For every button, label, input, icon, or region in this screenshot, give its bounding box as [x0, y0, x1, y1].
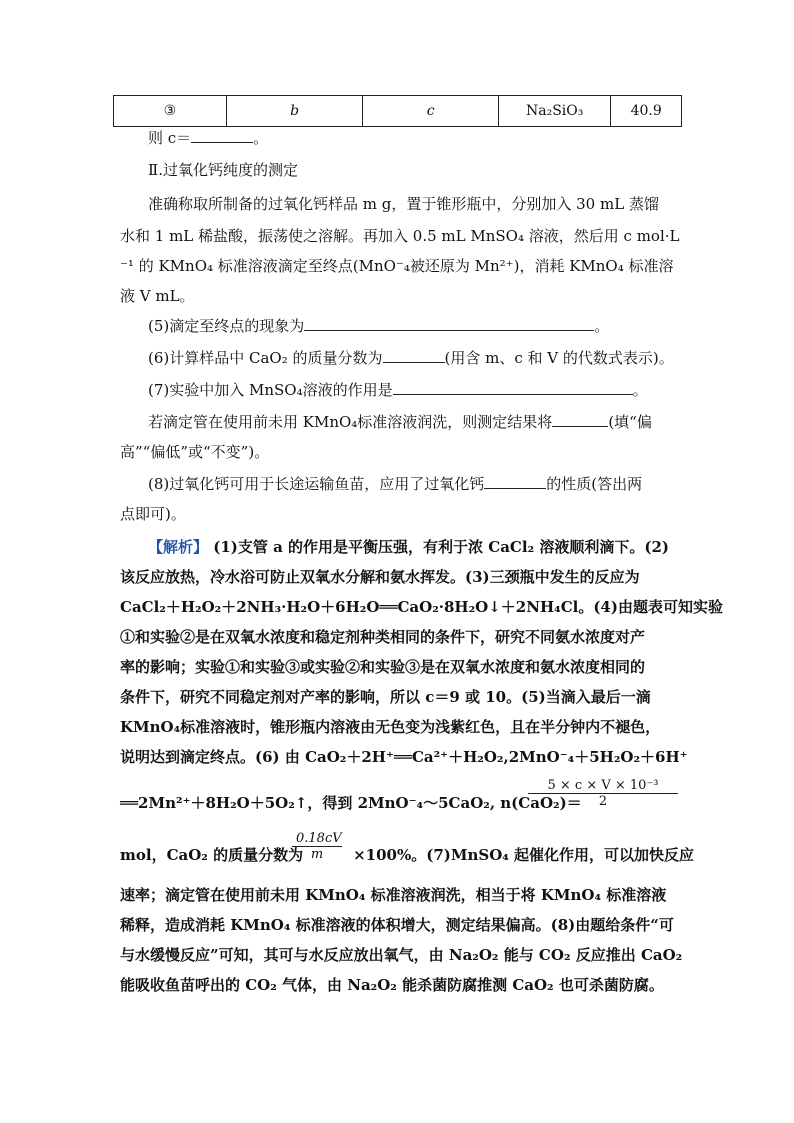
- section-heading: Ⅱ.过氧化钙纯度的测定: [148, 161, 298, 179]
- fraction-numerator: 0.18cV: [296, 831, 342, 846]
- fraction-numerator: 5 × c × V × 10⁻³: [547, 778, 659, 793]
- answer-blank[interactable]: [191, 128, 253, 143]
- table-cell: Na₂SiO₃: [499, 96, 611, 127]
- analysis-line: ══2Mn²⁺＋8H₂O＋5O₂↑，得到 2MnO⁻₄～5CaO₂, n(CaO₂)＝: [120, 794, 582, 812]
- table-cell: 40.9: [611, 96, 682, 127]
- experiment-table: [113, 95, 682, 127]
- line-text: mol，CaO₂ 的质量分数为: [120, 846, 304, 864]
- table-cell: b: [226, 96, 363, 127]
- analysis-line: 稀释，造成消耗 KMnO₄ 标准溶液的体积增大，测定结果偏高。(8)由题给条件“可: [120, 916, 674, 934]
- line-text: (填“偏: [608, 413, 652, 431]
- analysis-line: 率的影响；实验①和实验③或实验②和实验③是在双氧水浓度和氨水浓度相同的: [120, 658, 646, 676]
- paragraph-line: 准确称取所制备的过氧化钙样品 m g，置于锥形瓶中，分别加入 30 mL 蒸馏: [148, 195, 659, 213]
- line-text: 。: [594, 317, 610, 335]
- paragraph-line: 液 V mL。: [120, 287, 195, 305]
- answer-blank[interactable]: [393, 380, 633, 395]
- paragraph-line: 高”“偏低”或“不变”)。: [120, 443, 270, 461]
- analysis-line: ①和实验②是在双氧水浓度和稳定剂种类相同的条件下，研究不同氨水浓度对产: [120, 628, 646, 646]
- table-cell: c: [363, 96, 499, 127]
- answer-blank[interactable]: [552, 412, 608, 427]
- question-line: [148, 380, 708, 400]
- line-text: 则 c＝: [148, 129, 192, 147]
- answer-blank[interactable]: [484, 474, 546, 489]
- line-text: ×100%。(7)MnSO₄ 起催化作用，可以加快反应: [353, 846, 695, 864]
- analysis-line: 条件下，研究不同稳定剂对产率的影响，所以 c＝9 或 10。(5)当滴入最后一滴: [120, 688, 651, 706]
- analysis-line: 能吸收鱼苗呼出的 CO₂ 气体，由 Na₂O₂ 能杀菌防腐推测 CaO₂ 也可杀菌防腐。: [120, 976, 664, 994]
- line-text: 若滴定管在使用前未用 KMnO₄标准溶液润洗，则测定结果将: [148, 413, 553, 431]
- paragraph-line: ⁻¹ 的 KMnO₄ 标准溶液滴定至终点(MnO⁻₄被还原为 Mn²⁺)，消耗 KMnO₄ 标准溶: [120, 257, 674, 275]
- analysis-line: [148, 537, 708, 557]
- paragraph-line: 点即可)。: [120, 505, 186, 523]
- table-cell: ③: [114, 96, 227, 127]
- line-text: 的性质(答出两: [546, 475, 643, 493]
- line-text: (1)支管 a 的作用是平衡压强，有利于浓 CaCl₂ 溶液顺利滴下。(2): [213, 538, 669, 556]
- analysis-line: 说明达到滴定终点。(6) 由 CaO₂＋2H⁺══Ca²⁺＋H₂O₂,2MnO⁻₄＋5H₂O₂＋6H⁺: [120, 748, 688, 766]
- fraction-formula: [528, 778, 678, 809]
- line-text: (8)过氧化钙可用于长途运输鱼苗，应用了过氧化钙: [148, 475, 485, 493]
- question-line: [148, 348, 708, 368]
- line-text: (5)滴定至终点的现象为: [148, 317, 305, 335]
- line-text: (7)实验中加入 MnSO₄溶液的作用是: [148, 381, 393, 399]
- analysis-line: 该反应放热，冷水浴可防止双氧水分解和氨水挥发。(3)三颈瓶中发生的反应为: [120, 568, 640, 586]
- question-line: [148, 412, 708, 432]
- question-line: [148, 474, 708, 494]
- question-line: [148, 128, 708, 148]
- answer-blank[interactable]: [383, 348, 445, 363]
- answer-blank[interactable]: [304, 316, 594, 331]
- line-text: (6)计算样品中 CaO₂ 的质量分数为: [148, 349, 383, 367]
- table-row: [114, 96, 682, 127]
- fraction-denominator: m: [310, 847, 324, 862]
- line-text: 。: [253, 129, 269, 147]
- analysis-line: 与水缓慢反应”可知，其可与水反应放出氧气，由 Na₂O₂ 能与 CO₂ 反应推出 CaO₂: [120, 946, 683, 964]
- analysis-line: 速率；滴定管在使用前未用 KMnO₄ 标准溶液润洗，相当于将 KMnO₄ 标准溶液: [120, 886, 667, 904]
- fraction-formula: [292, 831, 342, 862]
- analysis-line: CaCl₂＋H₂O₂＋2NH₃·H₂O＋6H₂O══CaO₂·8H₂O↓＋2NH₄Cl。(4)由题表可知实验: [120, 598, 723, 616]
- analysis-line: KMnO₄标准溶液时，锥形瓶内溶液由无色变为浅紫红色，且在半分钟内不褪色，: [120, 718, 661, 736]
- line-text: 。: [632, 381, 648, 399]
- fraction-denominator: 2: [598, 794, 608, 809]
- paragraph-line: 水和 1 mL 稀盐酸，振荡使之溶解。再加入 0.5 mL MnSO₄ 溶液，然后用 c mol·L: [120, 227, 680, 245]
- analysis-tag: 【解析】: [148, 538, 209, 556]
- question-line: [148, 316, 708, 336]
- analysis-line: [120, 845, 695, 865]
- line-text: (用含 m、c 和 V 的代数式表示)。: [444, 349, 674, 367]
